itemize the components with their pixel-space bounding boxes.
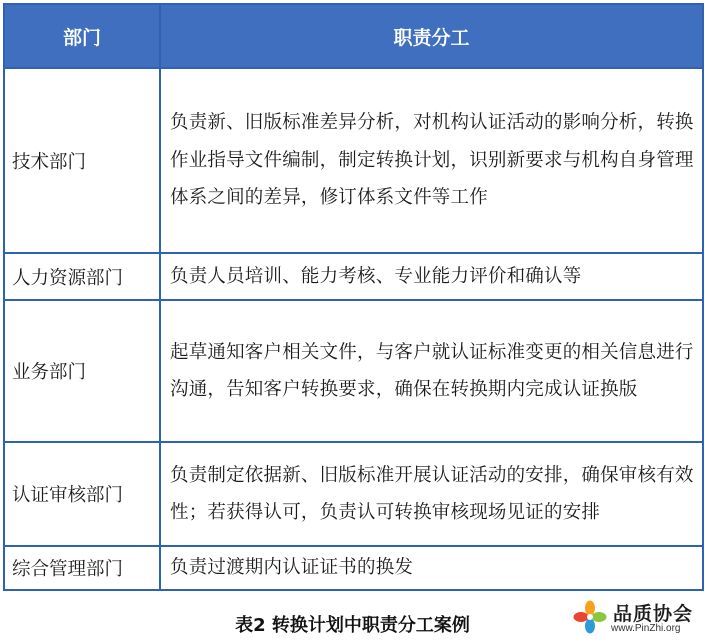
department-cell: 业务部门: [4, 300, 160, 442]
table-row: [4, 300, 703, 442]
duty-cell: 负责人员培训、能力考核、专业能力评价和确认等: [160, 253, 703, 300]
department-cell: 综合管理部门: [4, 546, 160, 590]
watermark-logo: [573, 598, 701, 638]
department-cell: 认证审核部门: [4, 442, 160, 546]
duty-cell: 负责新、旧版标准差异分析，对机构认证活动的影响分析，转换作业指导文件编制，制定转换计划，识别新要求与机构自身管理体系之间的差异，修订体系文件等工作: [160, 68, 703, 253]
table-caption: 表2 转换计划中职责分工案例: [235, 615, 470, 636]
table-row: [4, 253, 703, 300]
table-row: [4, 442, 703, 546]
header-department: 部门: [4, 4, 160, 68]
table-row: [4, 68, 703, 253]
duty-cell: 起草通知客户相关文件，与客户就认证标准变更的相关信息进行沟通，告知客户转换要求，确保在转换期内完成认证换版: [160, 300, 703, 442]
table-header-row: [4, 4, 703, 68]
duty-cell: 负责过渡期内认证证书的换发: [160, 546, 703, 590]
header-duty: 职责分工: [160, 4, 703, 68]
watermark-name: 品质协会: [613, 603, 694, 625]
duty-cell: 负责制定依据新、旧版标准开展认证活动的安排，确保审核有效性；若获得认可，负责认可转换审核现场见证的安排: [160, 442, 703, 546]
watermark-url: www.PinZhi.org: [611, 623, 681, 634]
department-cell: 技术部门: [4, 68, 160, 253]
table-row: [4, 546, 703, 590]
department-cell: 人力资源部门: [4, 253, 160, 300]
duty-table-container: [3, 3, 702, 591]
duty-table: [3, 3, 704, 591]
pinwheel-logo-icon: [573, 600, 607, 634]
